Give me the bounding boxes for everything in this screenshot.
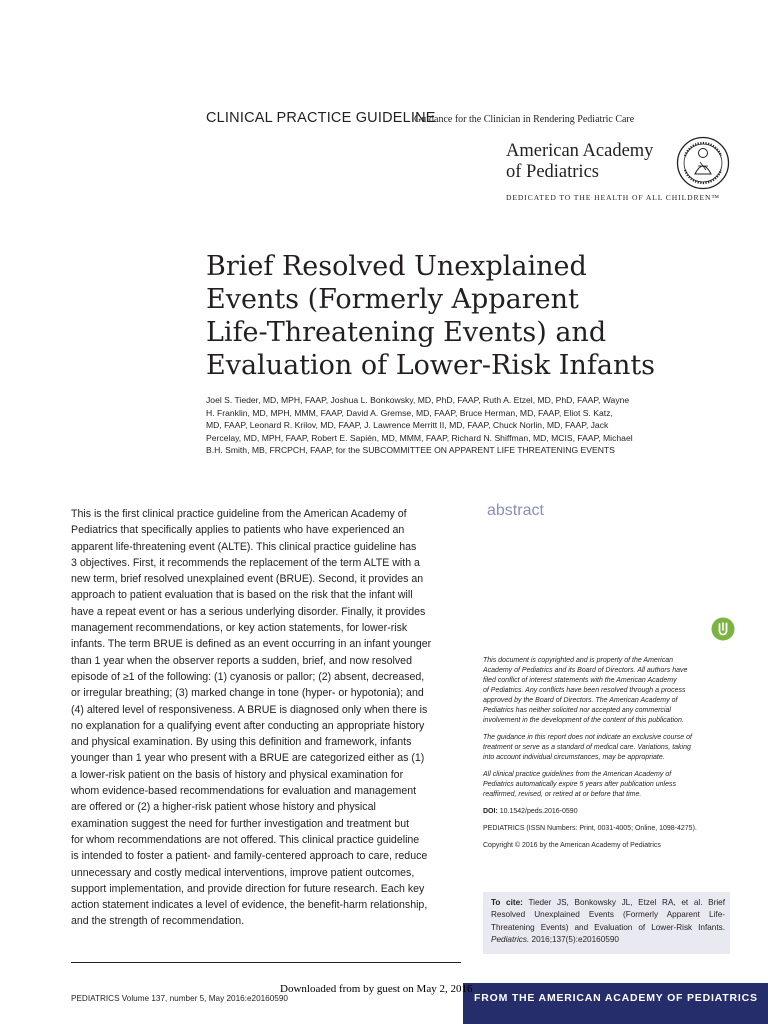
title-line: Evaluation of Lower-Risk Infants <box>206 350 656 381</box>
author-line: H. Franklin, MD, MPH, MMM, FAAP, David A. Gremse, MD, FAAP, Bruce Herman, MD, FAAP, Eliot S. Katz, <box>206 407 613 418</box>
sidebar-notes <box>483 656 728 858</box>
author-line: Joel S. Tieder, MD, MPH, FAAP, Joshua L. Bonkowsky, MD, PhD, FAAP, Ruth A. Etzel, MD, PhD, FAAP, Wayne <box>206 395 630 405</box>
author-line: Percelay, MD, MPH, FAAP, Robert E. Sapién, MD, MMM, FAAP, Richard N. Shiffman, MD, MCIS, FAAP, Michael <box>206 432 633 443</box>
copyright-notice-line: Pediatrics has neither solicited nor accepted any commercial <box>483 707 671 714</box>
expiry-notice-line: All clinical practice guidelines from the American Academy of <box>483 771 672 778</box>
cite-ref: 2016;137(5):e20160590 <box>531 934 619 944</box>
abstract-line: and physical examination. By using this definition and framework, infants <box>71 736 412 749</box>
issn-line: PEDIATRICS (ISSN Numbers: Print, 0031-4005; Online, 1098-4275). <box>483 825 697 832</box>
cite-label: To cite: <box>491 898 523 907</box>
copyright-notice-line: approved by the Board of Directors. The American Academy of <box>483 697 678 704</box>
author-line: MD, FAAP, Leonard R. Krilov, MD, FAAP, J. Lawrence Merritt II, MD, FAAP, Chuck Norlin, MD, FAAP, Jack <box>206 420 609 430</box>
copyright-notice-line: Academy of Pediatrics and its Board of Directors. All authors have <box>483 667 688 674</box>
title-line: Life-Threatening Events) and <box>206 317 607 348</box>
title-line: Brief Resolved Unexplained <box>206 251 587 282</box>
abstract-line: unnecessary and costly medical interventions, improve patient outcomes, <box>71 866 415 879</box>
copyright-line: Copyright © 2016 by the American Academy of Pediatrics <box>483 842 661 849</box>
abstract-line: or irregular breathing; (3) marked change in tone (hyper- or hypotonia); and <box>71 687 424 700</box>
guidance-notice-line: into account individual circumstances, may be appropriate. <box>483 754 665 761</box>
guideline-label: CLINICAL PRACTICE GUIDELINE <box>206 110 436 126</box>
abstract-line: infants. The term BRUE is defined as an event occurring in an infant younger <box>71 638 432 651</box>
expiry-notice-line: Pediatrics automatically expire 5 years after publication unless <box>483 781 676 788</box>
download-watermark: Downloaded from by guest on May 2, 2016 <box>280 983 473 995</box>
copyright-notice-line: involvement in the development of the content of this publication. <box>483 717 684 724</box>
cite-body: Tieder JS, Bonkowsky JL, Etzel RA, et al. Brief Resolved Unexplained Events (Formerly Apparent Life-Threatening Events) and Evaluation of Lower-Risk Infants. <box>491 898 725 932</box>
abstract-line: than 1 year when the observer reports a sudden, brief, and now resolved <box>71 654 412 667</box>
footer-divider <box>71 962 461 963</box>
doi-link[interactable]: 10.1542/peds.2016-0590 <box>499 808 578 815</box>
org-name-line: of Pediatrics <box>506 162 599 182</box>
doi-line <box>483 807 728 817</box>
aap-seal-icon <box>676 136 730 190</box>
abstract-line: support implementation, and provide direction for future research. Each key <box>71 882 425 895</box>
abstract-line: approach to patient evaluation that is based on the risk that the infant will <box>71 589 413 602</box>
doi-label: DOI: <box>483 808 498 815</box>
abstract-line: for whom recommendations are not offered. This clinical practice guideline <box>71 833 420 846</box>
copyright-notice <box>483 656 728 726</box>
abstract-line: and the strength of recommendation. <box>71 915 245 928</box>
title-line: Events (Formerly Apparent <box>206 284 579 315</box>
abstract-line: episode of ≥1 of the following: (1) cyanosis or pallor; (2) absent, decreased, <box>71 670 425 683</box>
guideline-subtitle: Guidance for the Clinician in Rendering Pediatric Care <box>414 114 635 125</box>
expiry-notice-line: reaffirmed, revised, or retired at or before that time. <box>483 791 642 798</box>
abstract-line: Pediatrics that specifically applies to patients who have experienced an <box>71 524 405 537</box>
abstract-line: younger than 1 year who present with a BRUE are categorized either as (1) <box>71 752 425 765</box>
abstract-line: management recommendations, or key action statements, for lower-risk <box>71 622 408 635</box>
abstract-line: This is the first clinical practice guideline from the American Academy of <box>71 508 407 520</box>
guidance-notice-line: The guidance in this report does not indicate an exclusive course of <box>483 734 692 741</box>
open-access-icon <box>711 617 735 641</box>
author-list <box>206 394 666 457</box>
abstract-line: are offered or (2) a higher-risk patient whose history and physical <box>71 801 376 814</box>
org-name <box>506 141 681 183</box>
abstract-line: 3 objectives. First, it recommends the replacement of the term ALTE with a <box>71 556 420 569</box>
abstract-line: a lower-risk patient on the basis of history and physical examination for <box>71 768 404 781</box>
expiry-notice <box>483 770 728 800</box>
guidance-notice <box>483 733 728 763</box>
footer-banner-text: FROM THE AMERICAN ACADEMY OF PEDIATRICS <box>474 992 758 1004</box>
abstract-line: examination suggest the need for further investigation and treatment but <box>71 817 410 830</box>
abstract-line: is intended to foster a patient- and family-centered approach to care, reduce <box>71 850 428 863</box>
guidance-notice-line: treatment or serve as a standard of medical care. Variations, taking <box>483 744 691 751</box>
abstract-line: (4) altered level of responsiveness. A BRUE is diagnosed only when there is <box>71 703 428 716</box>
abstract-line: have a repeat event or has a serious underlying disorder. Finally, it provides <box>71 605 426 618</box>
abstract-line: action statement indicates a level of evidence, the benefit-harm relationship, <box>71 899 428 912</box>
org-name-line: American Academy <box>506 141 654 161</box>
journal-footer: PEDIATRICS Volume 137, number 5, May 2016:e20160590 <box>71 994 288 1003</box>
abstract-body <box>71 506 467 930</box>
abstract-line: new term, brief resolved unexplained event (BRUE). Second, it provides an <box>71 573 424 586</box>
copyright-notice-line: This document is copyrighted and is property of the American <box>483 657 674 664</box>
abstract-heading: abstract <box>487 502 544 519</box>
abstract-line: apparent life-threatening event (ALTE). This clinical practice guideline has <box>71 540 417 553</box>
copyright-notice-line: of Pediatrics. Any conflicts have been resolved through a process <box>483 687 686 694</box>
abstract-line: no explanation for a qualifying event after conducting an appropriate history <box>71 719 425 732</box>
article-title <box>206 250 686 382</box>
cite-journal: Pediatrics. <box>491 934 530 944</box>
author-line: B.H. Smith, MB, FRCPCH, FAAP, for the SUBCOMMITTEE ON APPARENT LIFE THREATENING EVENTS <box>206 445 615 455</box>
citation-text <box>491 897 725 946</box>
org-tagline: DEDICATED TO THE HEALTH OF ALL CHILDREN™ <box>506 193 720 202</box>
abstract-line: whom evidence-based recommendations for evaluation and management <box>71 785 417 798</box>
copyright-notice-line: filed conflict of interest statements with the American Academy <box>483 677 677 684</box>
